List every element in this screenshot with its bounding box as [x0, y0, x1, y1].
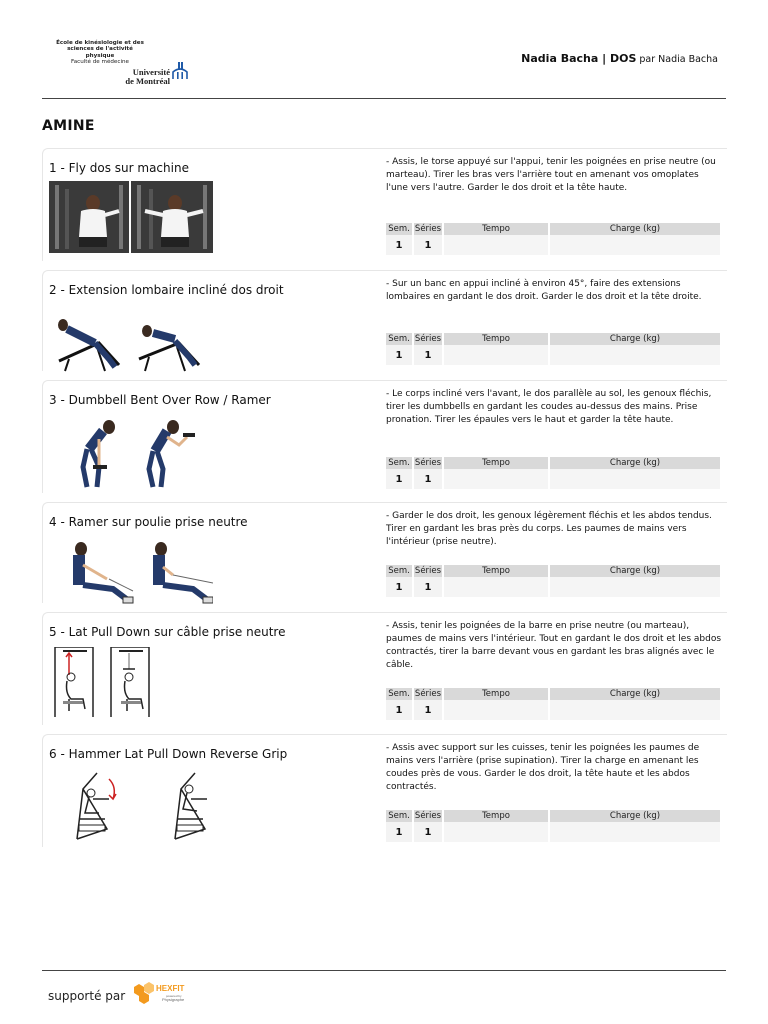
cell-tempo [443, 577, 549, 597]
udem-logo [52, 34, 180, 90]
exercise-params-table [386, 565, 720, 597]
cell-sem: 1 [386, 822, 413, 842]
col-series: Séries [414, 566, 442, 576]
exercise-params-table [386, 810, 720, 842]
program-title: Nadia Bacha | DOS [521, 52, 637, 65]
cell-tempo [443, 469, 549, 489]
exercise-params-table [386, 223, 720, 255]
exercise-title: 5 - Lat Pull Down sur câble prise neutre [49, 625, 286, 639]
cell-series: 1 [413, 235, 443, 255]
col-series: Séries [414, 224, 442, 234]
exercise-illustration-fly-machine [49, 181, 213, 253]
exercise-description: - Assis, tenir les poignées de la barre en prise neutre (ou marteau), paumes de mains vers l'intérieur. Tout en gardant le dos droit et les abdos contractés, tirer la barre devant vous en gardant les bras alignés avec le câble. [386, 621, 722, 670]
cell-charge [549, 822, 720, 842]
col-sem: Sem. [386, 565, 413, 577]
cell-series: 1 [413, 469, 443, 489]
program-author: par Nadia Bacha [639, 54, 718, 65]
col-charge: Charge (kg) [549, 688, 720, 700]
cell-charge [549, 235, 720, 255]
supported-by-text: supporté par [48, 989, 126, 1003]
col-sem: Sem. [386, 810, 413, 822]
exercise-description: - Le corps incliné vers l'avant, le dos parallèle au sol, les genoux fléchis, tirer les dumbbells en gardant les coudes au-dessus des mains. Prise pronation. Tirer les épaules vers le haut et garder la tête haute. [386, 389, 712, 425]
exercise-params-table [386, 333, 720, 365]
exercise-title: 2 - Extension lombaire incliné dos droit [49, 283, 284, 297]
exercise-description: - Assis avec support sur les cuisses, tenir les poignées les paumes de mains vers l'arrière (prise supination). Tirer la charge en amenant les coudes près de vous. Garder le dos droit, la tête haute et les abdos contractés. [386, 743, 700, 792]
exercise-title: 4 - Ramer sur poulie prise neutre [49, 515, 248, 529]
university-line1: Université [132, 67, 170, 77]
exercise-title: 3 - Dumbbell Bent Over Row / Ramer [49, 393, 271, 407]
university-name [104, 68, 170, 86]
exercise-illustration-lumbar-extension [49, 303, 213, 375]
col-series: Séries [414, 811, 442, 821]
university-line2: de Montréal [125, 76, 170, 86]
cell-series: 1 [413, 577, 443, 597]
col-charge: Charge (kg) [549, 565, 720, 577]
col-sem: Sem. [386, 457, 413, 469]
cell-series: 1 [413, 822, 443, 842]
hexfit-logo-icon [130, 979, 190, 1005]
svg-text:powered by: powered by [166, 994, 182, 998]
col-sem: Sem. [386, 223, 413, 235]
svg-text:Physigraphe: Physigraphe [162, 997, 185, 1002]
cell-sem: 1 [386, 345, 413, 365]
exercise-card-3 [42, 380, 727, 493]
cell-sem: 1 [386, 235, 413, 255]
cell-series: 1 [413, 700, 443, 720]
cell-charge [549, 577, 720, 597]
svg-text:HEXFIT: HEXFIT [156, 984, 185, 993]
exercise-illustration-lat-pull-down [49, 647, 213, 719]
exercise-illustration-bent-over-row [49, 417, 213, 489]
col-charge: Charge (kg) [549, 223, 720, 235]
cell-sem: 1 [386, 577, 413, 597]
exercise-title: 6 - Hammer Lat Pull Down Reverse Grip [49, 747, 288, 761]
col-tempo: Tempo [443, 688, 549, 700]
exercise-illustration-hammer-lat-pull-down [49, 769, 213, 841]
col-tempo: Tempo [443, 565, 549, 577]
exercise-params-table [386, 457, 720, 489]
col-series: Séries [414, 334, 442, 344]
cell-tempo [443, 345, 549, 365]
col-series: Séries [414, 689, 442, 699]
exercise-card-4 [42, 502, 727, 603]
col-tempo: Tempo [443, 457, 549, 469]
cell-charge [549, 469, 720, 489]
exercise-card-1 [42, 148, 727, 261]
col-tempo: Tempo [443, 223, 549, 235]
col-sem: Sem. [386, 333, 413, 345]
exercise-description: - Sur un banc en appui incliné à environ 45°, faire des extensions lombaires en gardant le dos droit. Garder le dos droit et la tête droite. [386, 279, 702, 302]
col-charge: Charge (kg) [549, 810, 720, 822]
cell-charge [549, 345, 720, 365]
cell-tempo [443, 700, 549, 720]
logo-school: École de kinésiologie et des sciences de l'activité physique [56, 40, 144, 59]
page-footer [42, 970, 726, 1011]
udem-emblem-icon [172, 62, 188, 80]
cell-sem: 1 [386, 700, 413, 720]
col-charge: Charge (kg) [549, 457, 720, 469]
col-charge: Charge (kg) [549, 333, 720, 345]
exercise-title: 1 - Fly dos sur machine [49, 161, 189, 175]
cell-tempo [443, 822, 549, 842]
logo-faculty: Faculté de médecine [71, 59, 129, 66]
col-tempo: Tempo [443, 333, 549, 345]
exercise-params-table [386, 688, 720, 720]
exercise-illustration-seated-cable-row [49, 535, 213, 607]
client-name: AMINE [42, 118, 95, 134]
page-header [42, 30, 726, 99]
exercise-card-5 [42, 612, 727, 725]
program-title-block [521, 52, 718, 65]
cell-sem: 1 [386, 469, 413, 489]
cell-tempo [443, 235, 549, 255]
col-sem: Sem. [386, 688, 413, 700]
exercise-description: - Garder le dos droit, les genoux légèrement fléchis et les abdos tendus. Tirer en gardant les bras près du corps. Les paumes de mains vers l'intérieur (prise neutre). [386, 511, 712, 547]
col-series: Séries [414, 458, 442, 468]
exercise-card-2 [42, 270, 727, 371]
cell-charge [549, 700, 720, 720]
exercise-description: - Assis, le torse appuyé sur l'appui, tenir les poignées en prise neutre (ou marteau). Tirer les bras vers l'arrière tout en amenant vos omoplates l'une vers l'autre. Garder le dos droit et la tête haute. [386, 157, 716, 193]
exercise-card-6 [42, 734, 727, 847]
col-tempo: Tempo [443, 810, 549, 822]
logo-text [52, 40, 148, 66]
cell-series: 1 [413, 345, 443, 365]
